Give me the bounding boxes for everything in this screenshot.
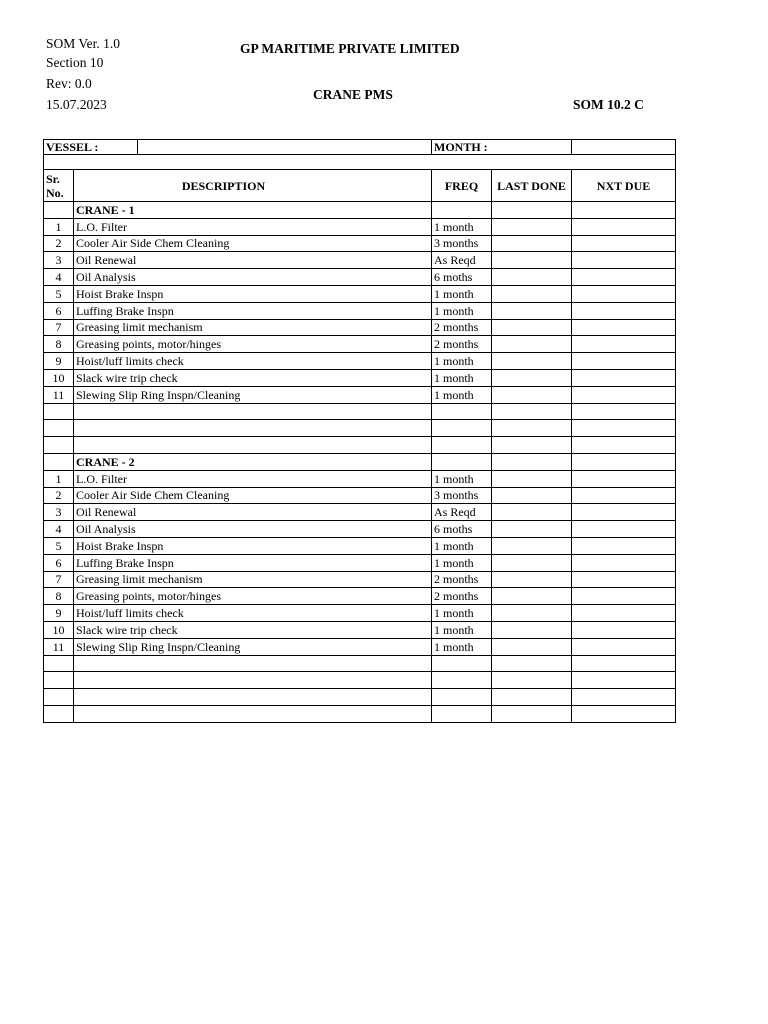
last-done-cell[interactable] xyxy=(492,336,572,353)
section-number: Section 10 xyxy=(46,55,104,70)
last-done-cell[interactable] xyxy=(492,302,572,319)
description-cell: Hoist Brake Inspn xyxy=(74,537,432,554)
table-row xyxy=(44,638,676,655)
crane-pms-table xyxy=(43,139,676,723)
freq-cell[interactable] xyxy=(432,672,492,689)
next-due-cell[interactable] xyxy=(572,269,676,286)
description-cell: Greasing limit mechanism xyxy=(74,319,432,336)
description-cell: Slewing Slip Ring Inspn/Cleaning xyxy=(74,386,432,403)
freq-cell: 1 month xyxy=(432,386,492,403)
description-cell[interactable] xyxy=(74,672,432,689)
sr-no-cell: 4 xyxy=(44,269,74,286)
freq-cell: 1 month xyxy=(432,302,492,319)
sr-no-cell: 8 xyxy=(44,336,74,353)
description-cell[interactable] xyxy=(74,437,432,454)
sr-no-cell: 1 xyxy=(44,218,74,235)
next-due-cell[interactable] xyxy=(572,605,676,622)
table-row xyxy=(44,588,676,605)
freq-cell: As Reqd xyxy=(432,504,492,521)
next-due-cell[interactable] xyxy=(572,554,676,571)
sr-no-cell: 8 xyxy=(44,588,74,605)
table-row xyxy=(44,269,676,286)
sr-no-cell: 2 xyxy=(44,487,74,504)
col-sr-no: Sr. No. xyxy=(44,170,74,202)
last-done-cell[interactable] xyxy=(492,621,572,638)
sr-no-cell xyxy=(44,672,74,689)
sr-no-cell: 5 xyxy=(44,537,74,554)
table-row xyxy=(44,537,676,554)
last-done-cell[interactable] xyxy=(492,504,572,521)
description-cell[interactable] xyxy=(74,705,432,722)
last-done-cell[interactable] xyxy=(492,235,572,252)
description-cell: Hoist/luff limits check xyxy=(74,605,432,622)
vessel-label: VESSEL : xyxy=(44,140,138,155)
sr-no-cell: 3 xyxy=(44,504,74,521)
description-cell[interactable] xyxy=(74,420,432,437)
next-due-cell[interactable] xyxy=(572,285,676,302)
last-done-cell[interactable] xyxy=(492,369,572,386)
next-due-cell[interactable] xyxy=(572,672,676,689)
next-due-cell[interactable] xyxy=(572,655,676,672)
blank-row xyxy=(44,403,676,420)
sr-no-cell xyxy=(44,689,74,706)
last-done-cell[interactable] xyxy=(492,386,572,403)
description-cell: Luffing Brake Inspn xyxy=(74,554,432,571)
section-header-row xyxy=(44,453,676,470)
last-done-cell[interactable] xyxy=(492,202,572,219)
last-done-cell[interactable] xyxy=(492,285,572,302)
col-next-due: NXT DUE xyxy=(572,170,676,202)
last-done-cell[interactable] xyxy=(492,437,572,454)
description-cell[interactable] xyxy=(74,403,432,420)
table-row xyxy=(44,487,676,504)
sr-no-cell: 2 xyxy=(44,235,74,252)
table-row xyxy=(44,319,676,336)
blank-row xyxy=(44,437,676,454)
month-value[interactable] xyxy=(572,140,676,155)
sr-no-cell xyxy=(44,437,74,454)
next-due-cell[interactable] xyxy=(572,521,676,538)
revision: Rev: 0.0 xyxy=(46,76,92,91)
blank-row xyxy=(44,655,676,672)
col-freq: FREQ xyxy=(432,170,492,202)
next-due-cell[interactable] xyxy=(572,487,676,504)
table-row xyxy=(44,504,676,521)
section-header-row xyxy=(44,202,676,219)
table-row xyxy=(44,369,676,386)
description-cell: Oil Renewal xyxy=(74,504,432,521)
next-due-cell[interactable] xyxy=(572,319,676,336)
table-row xyxy=(44,285,676,302)
freq-cell: 1 month xyxy=(432,369,492,386)
table-row xyxy=(44,386,676,403)
section-title: CRANE - 1 xyxy=(74,202,432,219)
freq-cell: 3 months xyxy=(432,235,492,252)
document-title: CRANE PMS xyxy=(313,87,393,102)
description-cell: Greasing points, motor/hinges xyxy=(74,336,432,353)
next-due-cell[interactable] xyxy=(572,353,676,370)
freq-cell: 1 month xyxy=(432,605,492,622)
next-due-cell[interactable] xyxy=(572,302,676,319)
blank-row xyxy=(44,689,676,706)
table-row xyxy=(44,252,676,269)
last-done-cell[interactable] xyxy=(492,655,572,672)
table-row xyxy=(44,302,676,319)
freq-cell xyxy=(432,202,492,219)
sr-no-cell: 11 xyxy=(44,386,74,403)
last-done-cell[interactable] xyxy=(492,588,572,605)
freq-cell: 1 month xyxy=(432,537,492,554)
section-sr-cell xyxy=(44,453,74,470)
last-done-cell[interactable] xyxy=(492,605,572,622)
next-due-cell[interactable] xyxy=(572,369,676,386)
sr-no-cell: 5 xyxy=(44,285,74,302)
next-due-cell[interactable] xyxy=(572,437,676,454)
next-due-cell[interactable] xyxy=(572,420,676,437)
blank-row xyxy=(44,420,676,437)
document-code: SOM 10.2 C xyxy=(573,97,644,112)
freq-cell: 1 month xyxy=(432,470,492,487)
company-name: GP MARITIME PRIVATE LIMITED xyxy=(240,41,460,56)
last-done-cell[interactable] xyxy=(492,638,572,655)
freq-cell[interactable] xyxy=(432,437,492,454)
table-row xyxy=(44,235,676,252)
last-done-cell[interactable] xyxy=(492,487,572,504)
last-done-cell[interactable] xyxy=(492,218,572,235)
next-due-cell[interactable] xyxy=(572,689,676,706)
description-cell: Cooler Air Side Chem Cleaning xyxy=(74,235,432,252)
document-date: 15.07.2023 xyxy=(46,97,107,112)
last-done-cell[interactable] xyxy=(492,453,572,470)
sr-no-cell xyxy=(44,705,74,722)
description-cell: Slack wire trip check xyxy=(74,621,432,638)
last-done-cell[interactable] xyxy=(492,353,572,370)
freq-cell: 2 months xyxy=(432,319,492,336)
freq-cell: 3 months xyxy=(432,487,492,504)
description-cell: L.O. Filter xyxy=(74,470,432,487)
next-due-cell[interactable] xyxy=(572,403,676,420)
section-sr-cell xyxy=(44,202,74,219)
next-due-cell[interactable] xyxy=(572,588,676,605)
vessel-row xyxy=(44,140,676,155)
sr-no-cell xyxy=(44,655,74,672)
description-cell: Oil Analysis xyxy=(74,269,432,286)
description-cell: Hoist Brake Inspn xyxy=(74,285,432,302)
sr-no-cell: 9 xyxy=(44,605,74,622)
description-cell: Slack wire trip check xyxy=(74,369,432,386)
last-done-cell[interactable] xyxy=(492,269,572,286)
sr-no-cell: 6 xyxy=(44,302,74,319)
last-done-cell[interactable] xyxy=(492,571,572,588)
description-cell: Luffing Brake Inspn xyxy=(74,302,432,319)
freq-cell: 2 months xyxy=(432,336,492,353)
description-cell[interactable] xyxy=(74,689,432,706)
last-done-cell[interactable] xyxy=(492,705,572,722)
sr-no-cell xyxy=(44,420,74,437)
last-done-cell[interactable] xyxy=(492,689,572,706)
freq-cell: 2 months xyxy=(432,571,492,588)
description-cell: Oil Renewal xyxy=(74,252,432,269)
next-due-cell[interactable] xyxy=(572,705,676,722)
freq-cell: 2 months xyxy=(432,588,492,605)
blank-row xyxy=(44,705,676,722)
som-version: SOM Ver. 1.0 xyxy=(46,36,121,51)
table-row xyxy=(44,571,676,588)
freq-cell[interactable] xyxy=(432,655,492,672)
next-due-cell[interactable] xyxy=(572,470,676,487)
last-done-cell[interactable] xyxy=(492,420,572,437)
sr-no-cell: 10 xyxy=(44,369,74,386)
table-row xyxy=(44,554,676,571)
description-cell: Greasing points, motor/hinges xyxy=(74,588,432,605)
freq-cell[interactable] xyxy=(432,420,492,437)
freq-cell: 6 moths xyxy=(432,521,492,538)
freq-cell: 1 month xyxy=(432,218,492,235)
sr-no-cell: 9 xyxy=(44,353,74,370)
sr-no-cell: 11 xyxy=(44,638,74,655)
description-cell: Slewing Slip Ring Inspn/Cleaning xyxy=(74,638,432,655)
col-last-done: LAST DONE xyxy=(492,170,572,202)
next-due-cell[interactable] xyxy=(572,621,676,638)
next-due-cell[interactable] xyxy=(572,218,676,235)
sr-no-cell: 7 xyxy=(44,319,74,336)
next-due-cell[interactable] xyxy=(572,638,676,655)
section-title: CRANE - 2 xyxy=(74,453,432,470)
col-description: DESCRIPTION xyxy=(74,170,432,202)
description-cell: Cooler Air Side Chem Cleaning xyxy=(74,487,432,504)
last-done-cell[interactable] xyxy=(492,252,572,269)
spacer-row xyxy=(44,155,676,170)
last-done-cell[interactable] xyxy=(492,672,572,689)
next-due-cell[interactable] xyxy=(572,386,676,403)
next-due-cell[interactable] xyxy=(572,336,676,353)
last-done-cell[interactable] xyxy=(492,319,572,336)
description-cell: Oil Analysis xyxy=(74,521,432,538)
freq-cell: 1 month xyxy=(432,285,492,302)
month-label: MONTH : xyxy=(432,140,572,155)
next-due-cell[interactable] xyxy=(572,453,676,470)
table-row xyxy=(44,621,676,638)
freq-cell: 1 month xyxy=(432,621,492,638)
last-done-cell[interactable] xyxy=(492,521,572,538)
next-due-cell[interactable] xyxy=(572,202,676,219)
sr-no-cell: 7 xyxy=(44,571,74,588)
freq-cell: 6 moths xyxy=(432,269,492,286)
description-cell[interactable] xyxy=(74,655,432,672)
freq-cell: 1 month xyxy=(432,353,492,370)
description-cell: L.O. Filter xyxy=(74,218,432,235)
sr-no-cell: 1 xyxy=(44,470,74,487)
sr-no-cell: 6 xyxy=(44,554,74,571)
sr-no-cell: 10 xyxy=(44,621,74,638)
next-due-cell[interactable] xyxy=(572,504,676,521)
description-cell: Greasing limit mechanism xyxy=(74,571,432,588)
description-cell: Hoist/luff limits check xyxy=(74,353,432,370)
last-done-cell[interactable] xyxy=(492,403,572,420)
next-due-cell[interactable] xyxy=(572,571,676,588)
last-done-cell[interactable] xyxy=(492,554,572,571)
next-due-cell[interactable] xyxy=(572,235,676,252)
table-row xyxy=(44,336,676,353)
table-row xyxy=(44,521,676,538)
freq-cell: 1 month xyxy=(432,554,492,571)
freq-cell[interactable] xyxy=(432,705,492,722)
freq-cell[interactable] xyxy=(432,689,492,706)
vessel-value[interactable] xyxy=(138,140,432,155)
freq-cell xyxy=(432,453,492,470)
freq-cell: As Reqd xyxy=(432,252,492,269)
column-header-row xyxy=(44,170,676,202)
blank-row xyxy=(44,672,676,689)
last-done-cell[interactable] xyxy=(492,470,572,487)
sr-no-cell: 3 xyxy=(44,252,74,269)
freq-cell[interactable] xyxy=(432,403,492,420)
table-row xyxy=(44,353,676,370)
last-done-cell[interactable] xyxy=(492,537,572,554)
sr-no-cell xyxy=(44,403,74,420)
table-row xyxy=(44,605,676,622)
next-due-cell[interactable] xyxy=(572,537,676,554)
freq-cell: 1 month xyxy=(432,638,492,655)
table-row xyxy=(44,218,676,235)
sr-no-cell: 4 xyxy=(44,521,74,538)
next-due-cell[interactable] xyxy=(572,252,676,269)
table-row xyxy=(44,470,676,487)
